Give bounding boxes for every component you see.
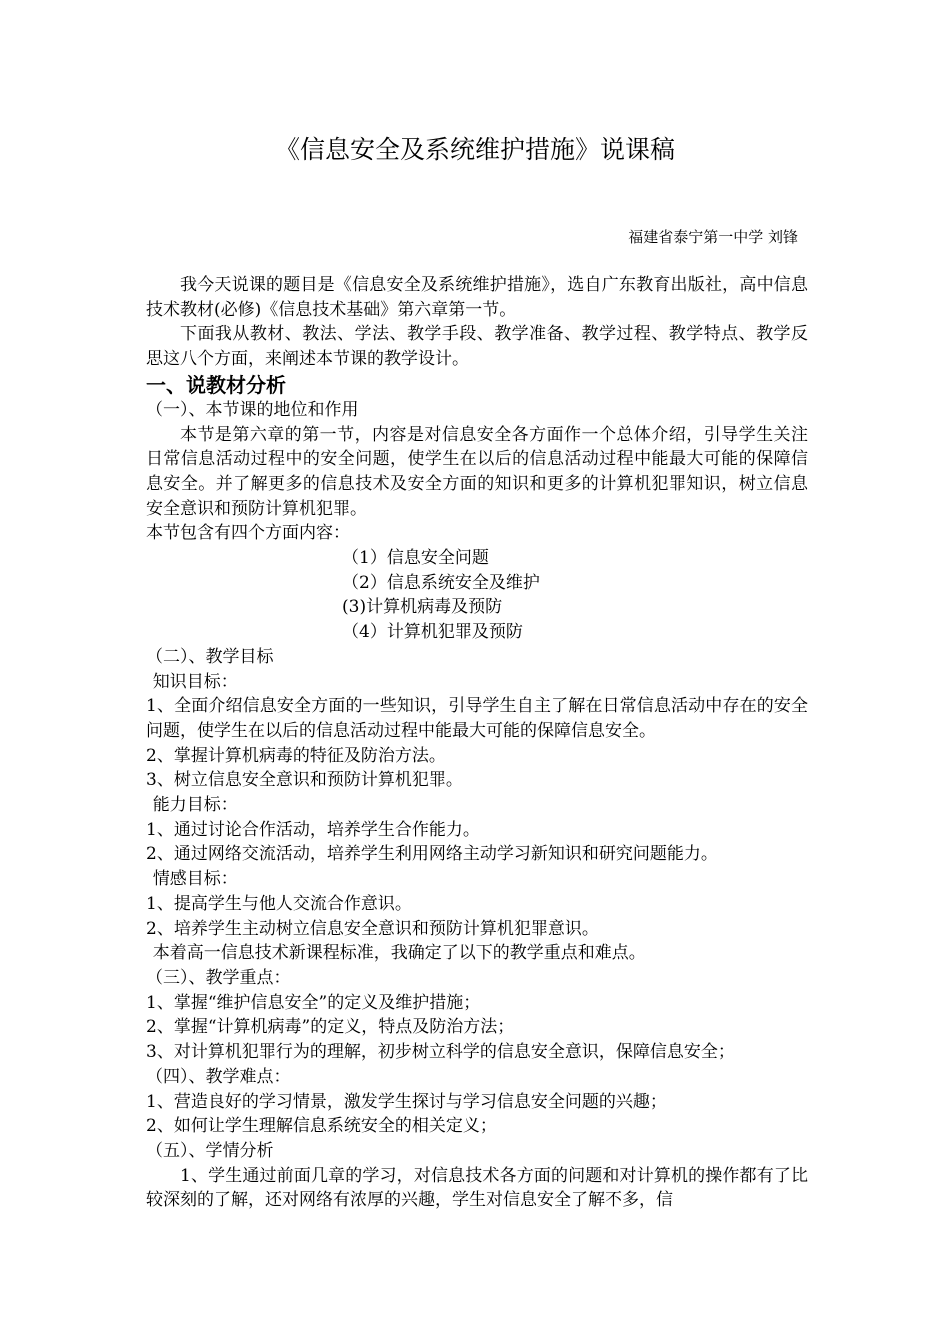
paragraph: 本节包含有四个方面内容： xyxy=(146,523,350,544)
intro-paragraph: 下面我从教材、教法、学法、教学手段、教学准备、教学过程、教学特点、教学反思这八个方面，来阐述本节课的教学设计。 xyxy=(146,324,808,370)
goal-label: 能力目标： xyxy=(152,795,238,816)
list-item: （1）信息安全问题 xyxy=(342,548,489,569)
list-item: (3)计算机病毒及预防 xyxy=(342,597,503,618)
document-title: 《信息安全及系统维护措施》说课稿 xyxy=(274,135,675,164)
subsection-heading: （五）、学情分析 xyxy=(146,1140,274,1161)
list-item: 1、营造良好的学习情景，激发学生探讨与学习信息安全问题的兴趣； xyxy=(146,1091,667,1112)
list-item: 1、提高学生与他人交流合作意识。 xyxy=(146,893,412,914)
subsection-heading: （一）、本节课的地位和作用 xyxy=(146,399,359,420)
list-item: 3、树立信息安全意识和预防计算机犯罪。 xyxy=(146,770,463,791)
document-body xyxy=(146,273,808,1213)
author-line: 福建省泰宁第一中学 刘锋 xyxy=(628,228,798,246)
section-heading: 一、说教材分析 xyxy=(146,372,286,397)
subsection-heading: （四）、教学难点： xyxy=(146,1066,291,1087)
intro-paragraph: 我今天说课的题目是《信息安全及系统维护措施》，选自广东教育出版社，高中信息技术教材(必修)《信息技术基础》第六章第一节。 xyxy=(146,275,808,320)
list-item: 1、掌握“维护信息安全”的定义及维护措施； xyxy=(146,992,481,1013)
paragraph: 1、学生通过前面几章的学习，对信息技术各方面的问题和对计算机的操作都有了比较深刻的了解，还对网络有浓厚的兴趣，学生对信息安全了解不多，信 xyxy=(146,1165,808,1211)
subsection-heading: （三）、教学重点： xyxy=(146,967,291,988)
list-item: 2、如何让学生理解信息系统安全的相关定义； xyxy=(146,1116,497,1137)
list-item: 2、掌握“计算机病毒”的定义，特点及防治方法； xyxy=(146,1017,515,1038)
list-item: 3、对计算机犯罪行为的理解，初步树立科学的信息安全意识，保障信息安全； xyxy=(146,1042,735,1063)
subsection-heading: （二）、教学目标 xyxy=(146,646,274,667)
goal-label: 情感目标： xyxy=(152,869,238,890)
list-item: 1、通过讨论合作活动，培养学生合作能力。 xyxy=(146,819,480,840)
goal-label: 知识目标： xyxy=(152,671,238,692)
paragraph: 本节是第六章的第一节，内容是对信息安全各方面作一个总体介绍，引导学生关注日常信息活动过程中的安全问题，使学生在以后的信息活动过程中能最大可能的保障信息安全。并了解更多的信息技术及安全方面的知识和更多的计算机犯罪知识，树立信息安全意识和预防计算机犯罪。 xyxy=(146,424,808,519)
list-item: 1、全面介绍信息安全方面的一些知识，引导学生自主了解在日常信息活动中存在的安全问题，使学生在以后的信息活动过程中能最大可能的保障信息安全。 xyxy=(146,696,808,741)
list-item: （4）计算机犯罪及预防 xyxy=(342,622,523,643)
list-item: 2、培养学生主动树立信息安全意识和预防计算机犯罪意识。 xyxy=(146,918,599,939)
list-item: 2、掌握计算机病毒的特征及防治方法。 xyxy=(146,745,446,766)
list-item: （2）信息系统安全及维护 xyxy=(342,572,540,593)
paragraph: 本着高一信息技术新课程标准，我确定了以下的教学重点和难点。 xyxy=(152,943,646,964)
list-item: 2、通过网络交流活动，培养学生利用网络主动学习新知识和研究问题能力。 xyxy=(146,844,718,865)
